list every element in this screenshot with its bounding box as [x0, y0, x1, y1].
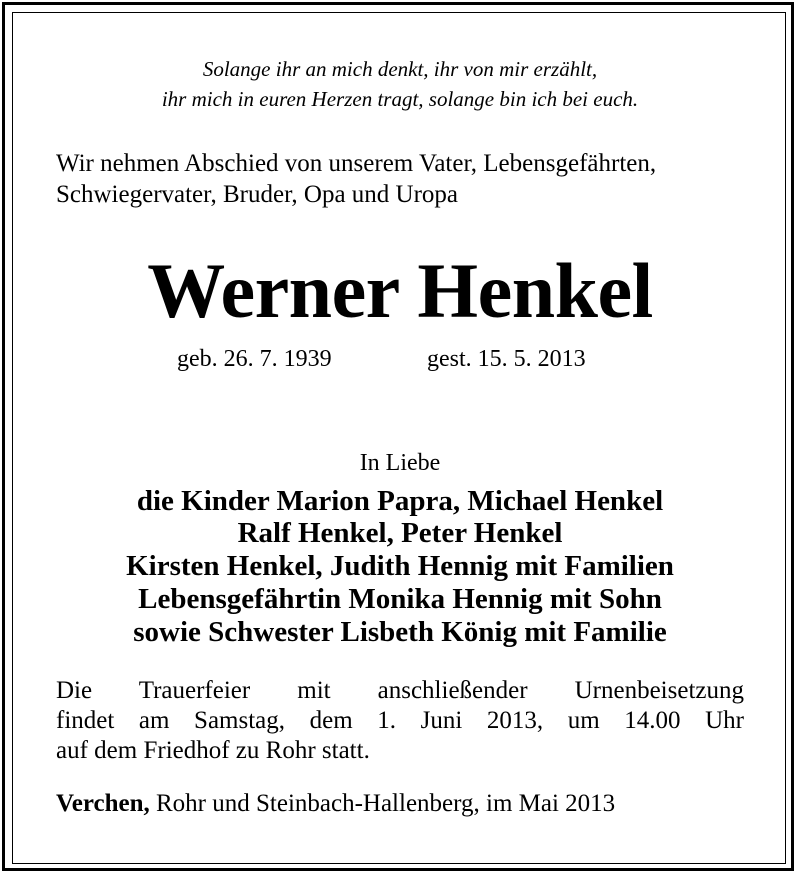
signoff-place: Verchen,	[56, 790, 150, 817]
mourner-line: Lebensgefährtin Monika Hennig mit Sohn	[138, 583, 662, 615]
motto-line-2: ihr mich in euren Herzen tragt, solange bin ich bei euch.	[161, 87, 639, 111]
signoff-rest: Rohr und Steinbach-Hallenberg, im Mai 2013	[149, 790, 616, 817]
ceremony-line-1: Die Trauerfeier mit anschließender Urnenbeisetzung	[56, 677, 744, 704]
ceremony-line-3: auf dem Friedhof zu Rohr statt.	[56, 737, 370, 764]
mourner-line: Ralf Henkel, Peter Henkel	[237, 517, 563, 549]
mourner-line: sowie Schwester Lisbeth König mit Familie	[133, 616, 667, 648]
motto-line-1: Solange ihr an mich denkt, ihr von mir erzählt,	[202, 57, 598, 81]
ceremony-line-2: findet am Samstag, dem 1. Juni 2013, um 14.00 Uhr	[56, 707, 744, 734]
deceased-name: Werner Henkel	[147, 247, 653, 334]
mourner-line: Kirsten Henkel, Judith Hennig mit Familien	[126, 550, 674, 582]
mourner-line: die Kinder Marion Papra, Michael Henkel	[136, 485, 664, 517]
signoff	[56, 790, 615, 818]
birth-date: geb. 26. 7. 1939	[177, 346, 332, 372]
intro-line-2: Schwiegervater, Bruder, Opa und Uropa	[56, 181, 459, 208]
death-date: gest. 15. 5. 2013	[427, 346, 586, 372]
intro-line-1: Wir nehmen Abschied von unserem Vater, Lebensgefährten,	[56, 150, 657, 177]
in-liebe-heading: In Liebe	[359, 450, 441, 476]
